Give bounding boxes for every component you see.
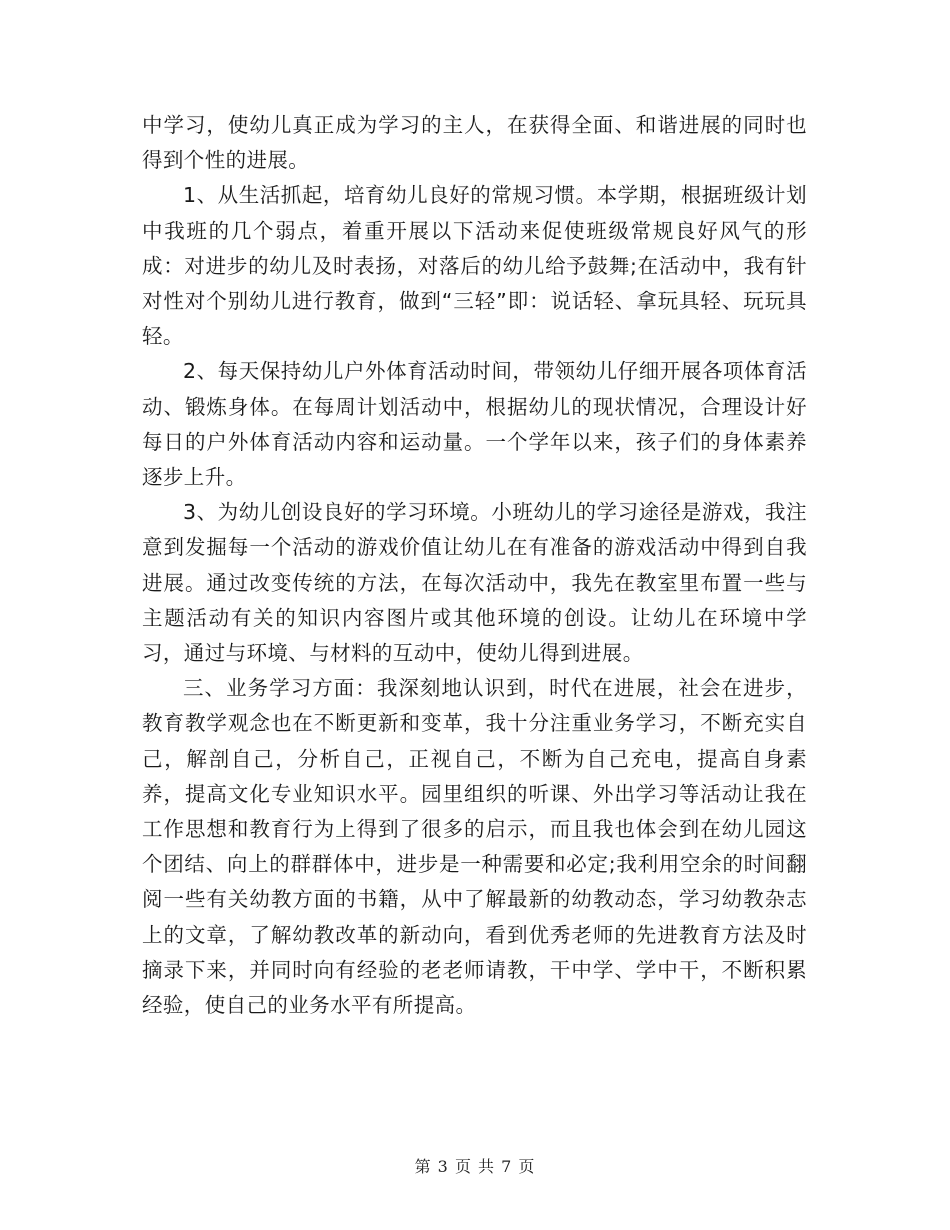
document-body [142, 108, 807, 1023]
paragraph-routine-habits: 1、从生活抓起，培育幼儿良好的常规习惯。本学期，根据班级计划中我班的几个弱点，着重开展以下活动来促使班级常规良好风气的形成：对进步的幼儿及时表扬，对落后的幼儿给予鼓舞;在活动中，我有针对性对个别幼儿进行教育，做到“三轻”即：说话轻、拿玩具轻、玩玩具轻。 [142, 183, 807, 349]
paragraph-professional-study: 三、业务学习方面：我深刻地认识到，时代在进展，社会在进步，教育教学观念也在不断更新和变革，我十分注重业务学习，不断充实自己，解剖自己，分析自己，正视自己，不断为自己充电，提高自身素养，提高文化专业知识水平。园里组织的听课、外出学习等活动让我在工作思想和教育行为上得到了很多的启示，而且我也体会到在幼儿园这个团结、向上的群群体中，进步是一种需要和必定;我利用空余的时间翻阅一些有关幼教方面的书籍，从中了解最新的幼教动态，学习幼教杂志上的文章，了解幼教改革的新动向，看到优秀老师的先进教育方法及时摘录下来，并同时向有经验的老老师请教，干中学、学中干，不断积累经验，使自己的业务水平有所提高。 [142, 676, 807, 1018]
paragraph-learning-environment: 3、为幼儿创设良好的学习环境。小班幼儿的学习途径是游戏，我注意到发掘每一个活动的游戏价值让幼儿在有准备的游戏活动中得到自我进展。通过改变传统的方法，在每次活动中，我先在教室里布置一些与主题活动有关的知识内容图片或其他环境的创设。让幼儿在环境中学习，通过与环境、与材料的互动中，使幼儿得到进展。 [142, 500, 807, 666]
page-number-footer: 第 3 页 共 7 页 [414, 1157, 536, 1176]
paragraph-continuation: 中学习，使幼儿真正成为学习的主人，在获得全面、和谐进展的同时也得到个性的进展。 [142, 113, 807, 173]
paragraph-outdoor-activity: 2、每天保持幼儿户外体育活动时间，带领幼儿仔细开展各项体育活动、锻炼身体。在每周计划活动中，根据幼儿的现状情况，合理设计好每日的户外体育活动内容和运动量。一个学年以来，孩子们的身体素养逐步上升。 [142, 359, 807, 490]
